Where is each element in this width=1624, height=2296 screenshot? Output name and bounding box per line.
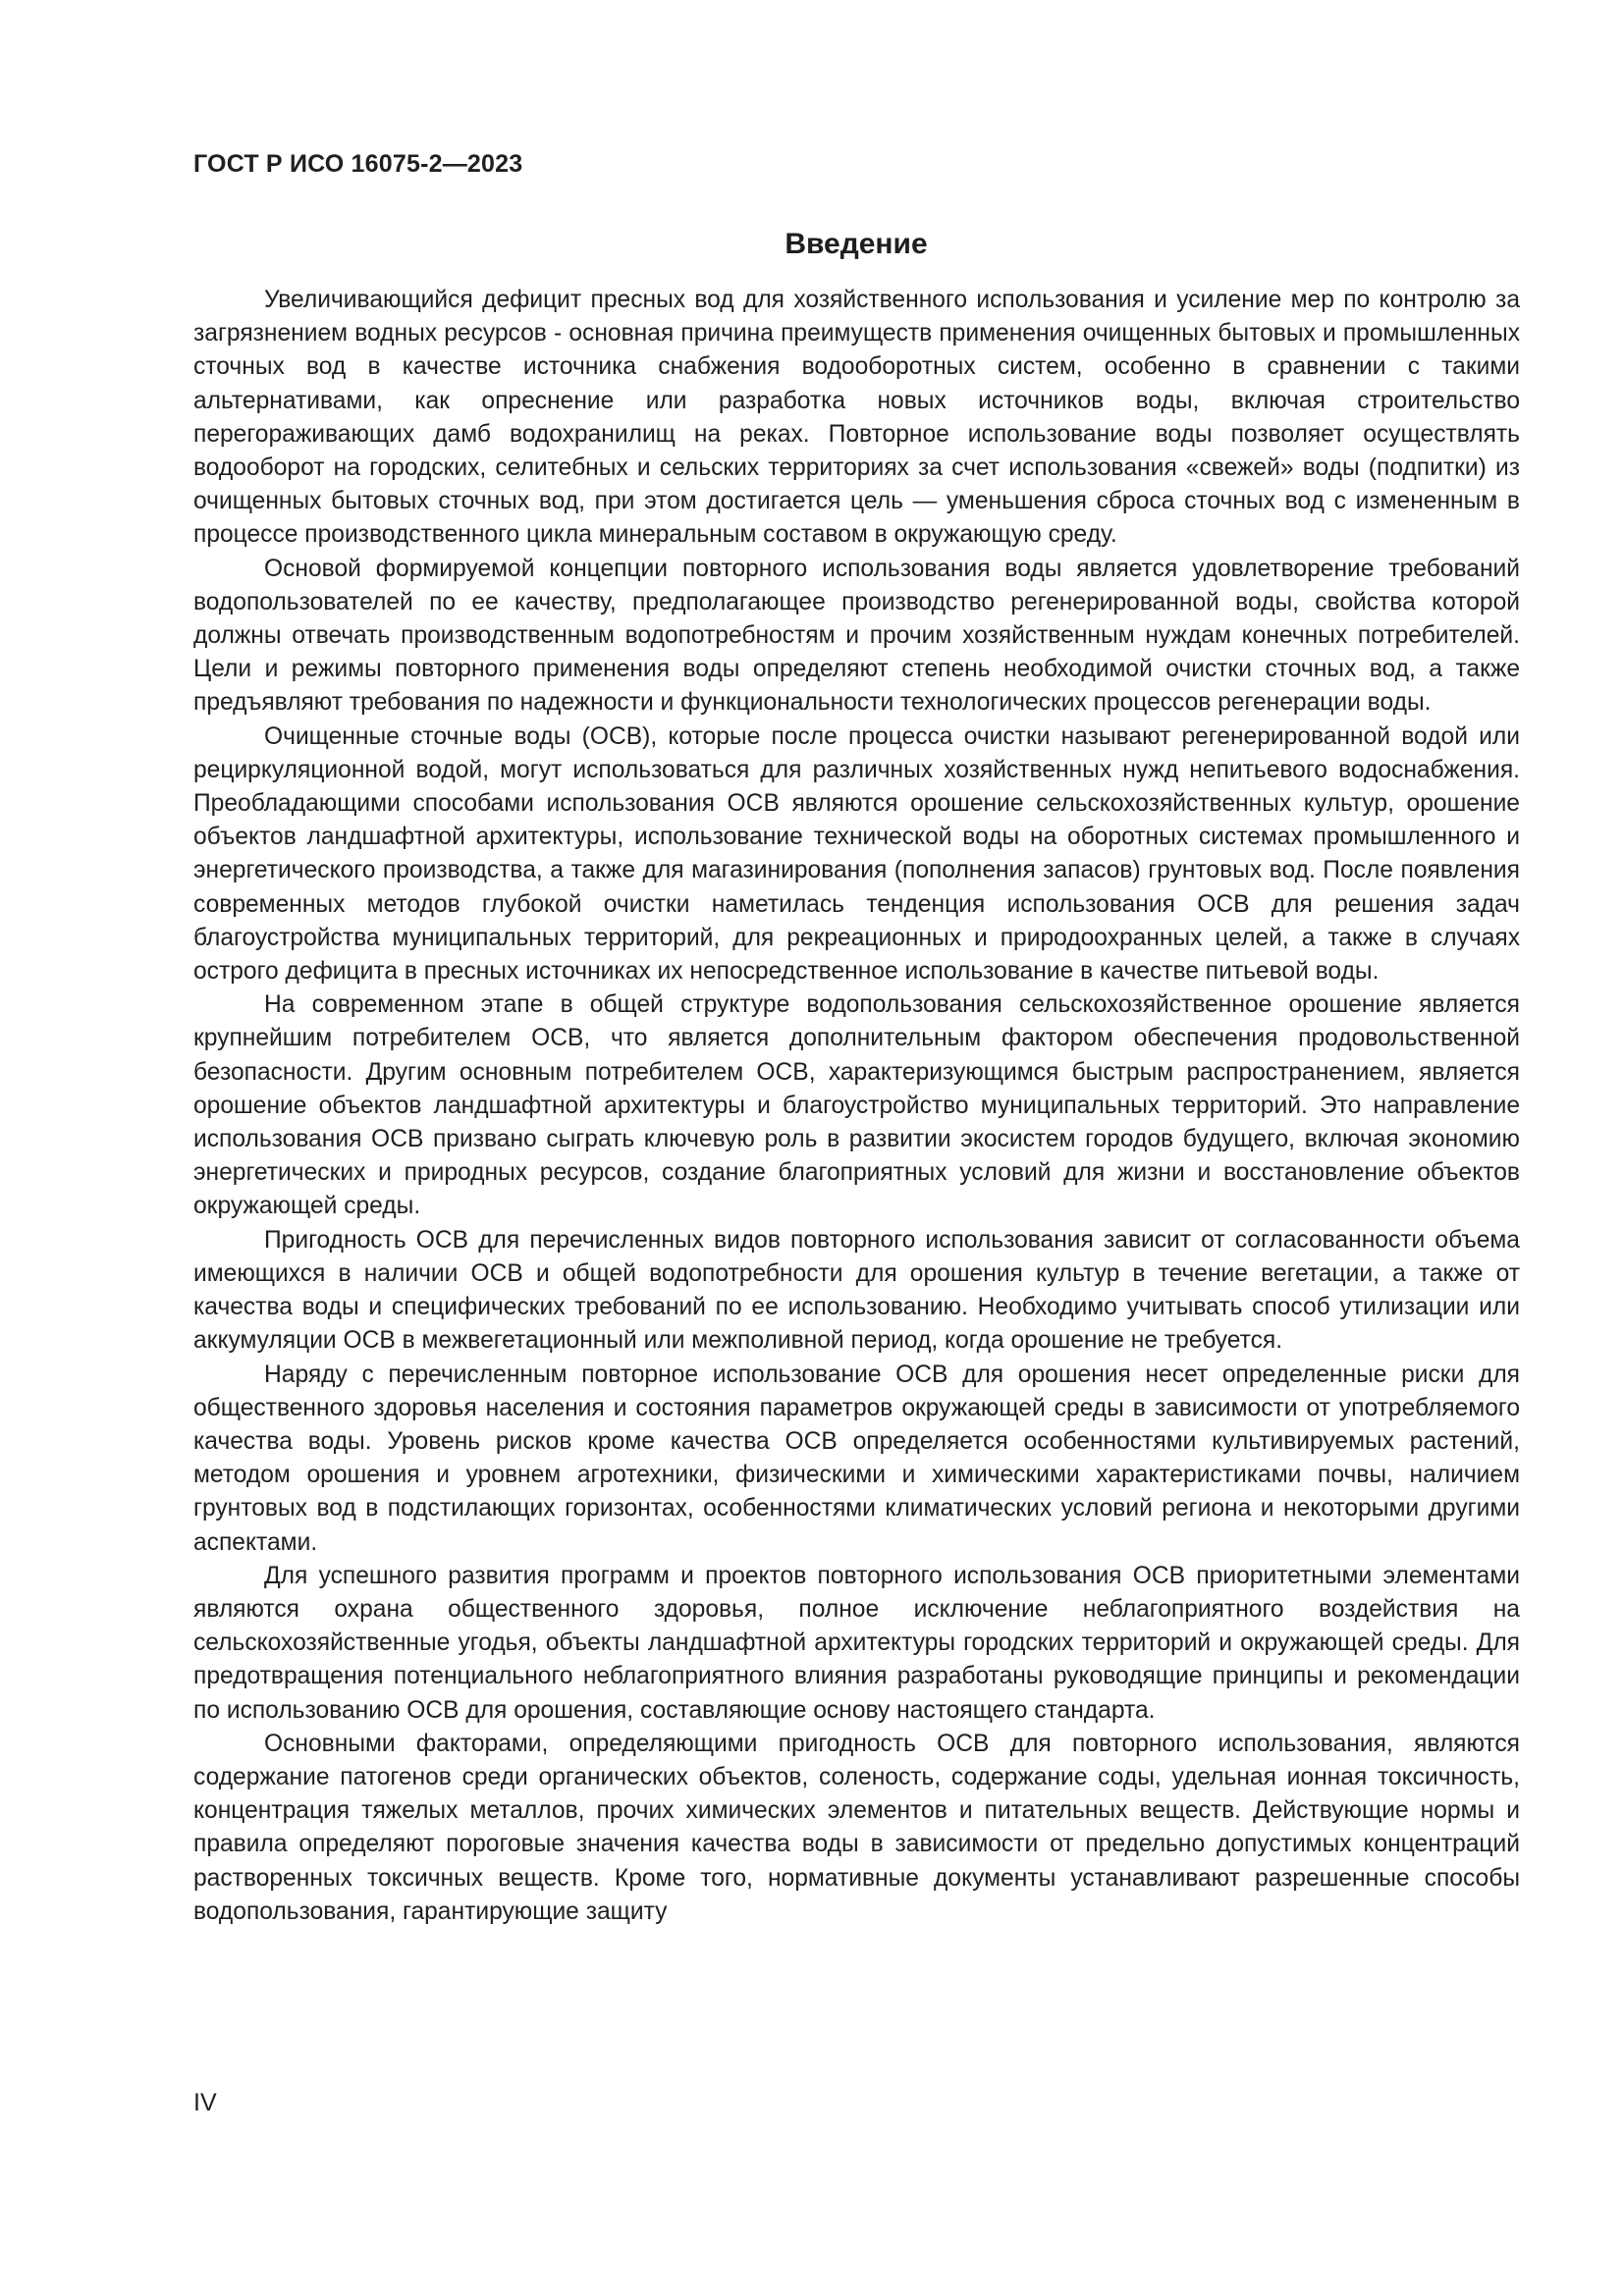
paragraph: Для успешного развития программ и проектов повторного использования ОСВ приоритетными элементами являются охрана общественного здоровья, полное исключение неблагоприятного воздействия на сельскохозяйственные угодья, объекты ландшафтной архитектуры городских территорий и окружающей среды. Для предотвращения потенциального неблагоприятного влияния разработаны руководящие принципы и рекомендации по использованию ОСВ для орошения, составляющие основу настоящего стандарта. <box>193 1562 1520 1724</box>
page-number: IV <box>193 2089 217 2116</box>
paragraph: Увеличивающийся дефицит пресных вод для хозяйственного использования и усиление мер по контролю за загрязнением водных ресурсов - основная причина преимуществ применения очищенных бытовых и промышленных сточных вод в качестве источника снабжения водооборотных систем, особенно в сравнении с такими альтернативами, как опреснение или разработка новых источников воды, включая строительство перегораживающих дамб водохранилищ на реках. Повторное использование воды позволяет осуществлять водооборот на городских, селитебных и сельских территориях за счет использования «свежей» воды (подпитки) из очищенных бытовых сточных вод, при этом достигается цель — уменьшения сброса сточных вод с измененным в процессе производственного цикла минеральным составом в окружающую среду. <box>193 287 1520 549</box>
paragraph: Основными факторами, определяющими пригодность ОСВ для повторного использования, являются содержание патогенов среди органических объектов, соленость, содержание соды, удельная ионная токсичность, концентрация тяжелых металлов, прочих химических элементов и питательных веществ. Действующие нормы и правила определяют пороговые значения качества воды в зависимости от предельно допустимых концентраций растворенных токсичных веществ. Кроме того, нормативные документы устанавливают разрешенные способы водопользования, гарантирующие защиту <box>193 1730 1520 1925</box>
paragraph: Очищенные сточные воды (ОСВ), которые после процесса очистки называют регенерированной водой или рециркуляционной водой, могут использоваться для различных хозяйственных нужд непитьевого водоснабжения. Преобладающими способами использования ОСВ являются орошение сельскохозяйственных культур, орошение объектов ландшафтной архитектуры, использование технической воды на оборотных системах промышленного и энергетического производства, а также для магазинирования (пополнения запасов) грунтовых вод. После появления современных методов глубокой очистки наметилась тенденция использования ОСВ для решения задач благоустройства муниципальных территорий, для рекреационных и природоохранных целей, а также в случаях острого дефицита в пресных источниках их непосредственное использование в качестве питьевой воды. <box>193 722 1520 986</box>
paragraph: На современном этапе в общей структуре водопользования сельскохозяйственное орошение является крупнейшим потребителем ОСВ, что является дополнительным фактором обеспечения продовольственной безопасности. Другим основным потребителем ОСВ, характеризующимся быстрым распространением, является орошение объектов ландшафтной архитектуры и благоустройство муниципальных территорий. Это направление использования ОСВ призвано сыграть ключевую роль в развитии экосистем городов будущего, включая экономию энергетических и природных ресурсов, создание благоприятных условий для жизни и восстановление объектов окружающей среды. <box>193 991 1520 1220</box>
section-title: Введение <box>785 228 928 260</box>
body-text <box>193 284 1520 1929</box>
paragraph: Пригодность ОСВ для перечисленных видов повторного использования зависит от согласованности объема имеющихся в наличии ОСВ и общей водопотребности для орошения культур в течение вегетации, а также от качества воды и специфических требований по ее использованию. Необходимо учитывать способ утилизации или аккумуляции ОСВ в межвегетационный или межполивной период, когда орошение не требуется. <box>193 1226 1520 1355</box>
paragraph: Наряду с перечисленным повторное использование ОСВ для орошения несет определенные риски для общественного здоровья населения и состояния параметров окружающей среды в зависимости от употребляемого качества воды. Уровень рисков кроме качества ОСВ определяется особенностями культивируемых растений, методом орошения и уровнем агротехники, физическими и химическими характеристиками почвы, наличием грунтовых вод в подстилающих горизонтах, особенностями климатических условий региона и некоторыми другими аспектами. <box>193 1361 1520 1556</box>
document-code-header: ГОСТ Р ИСО 16075-2—2023 <box>193 150 523 178</box>
paragraph: Основой формируемой концепции повторного использования воды является удовлетворение требований водопользователей по ее качеству, предполагающее производство регенерированной воды, свойства которой должны отвечать производственным водопотребностям и прочим хозяйственным нуждам конечных потребителей. Цели и режимы повторного применения воды определяют степень необходимой очистки сточных вод, а также предъявляют требования по надежности и функциональности технологических процессов регенерации воды. <box>193 555 1520 717</box>
